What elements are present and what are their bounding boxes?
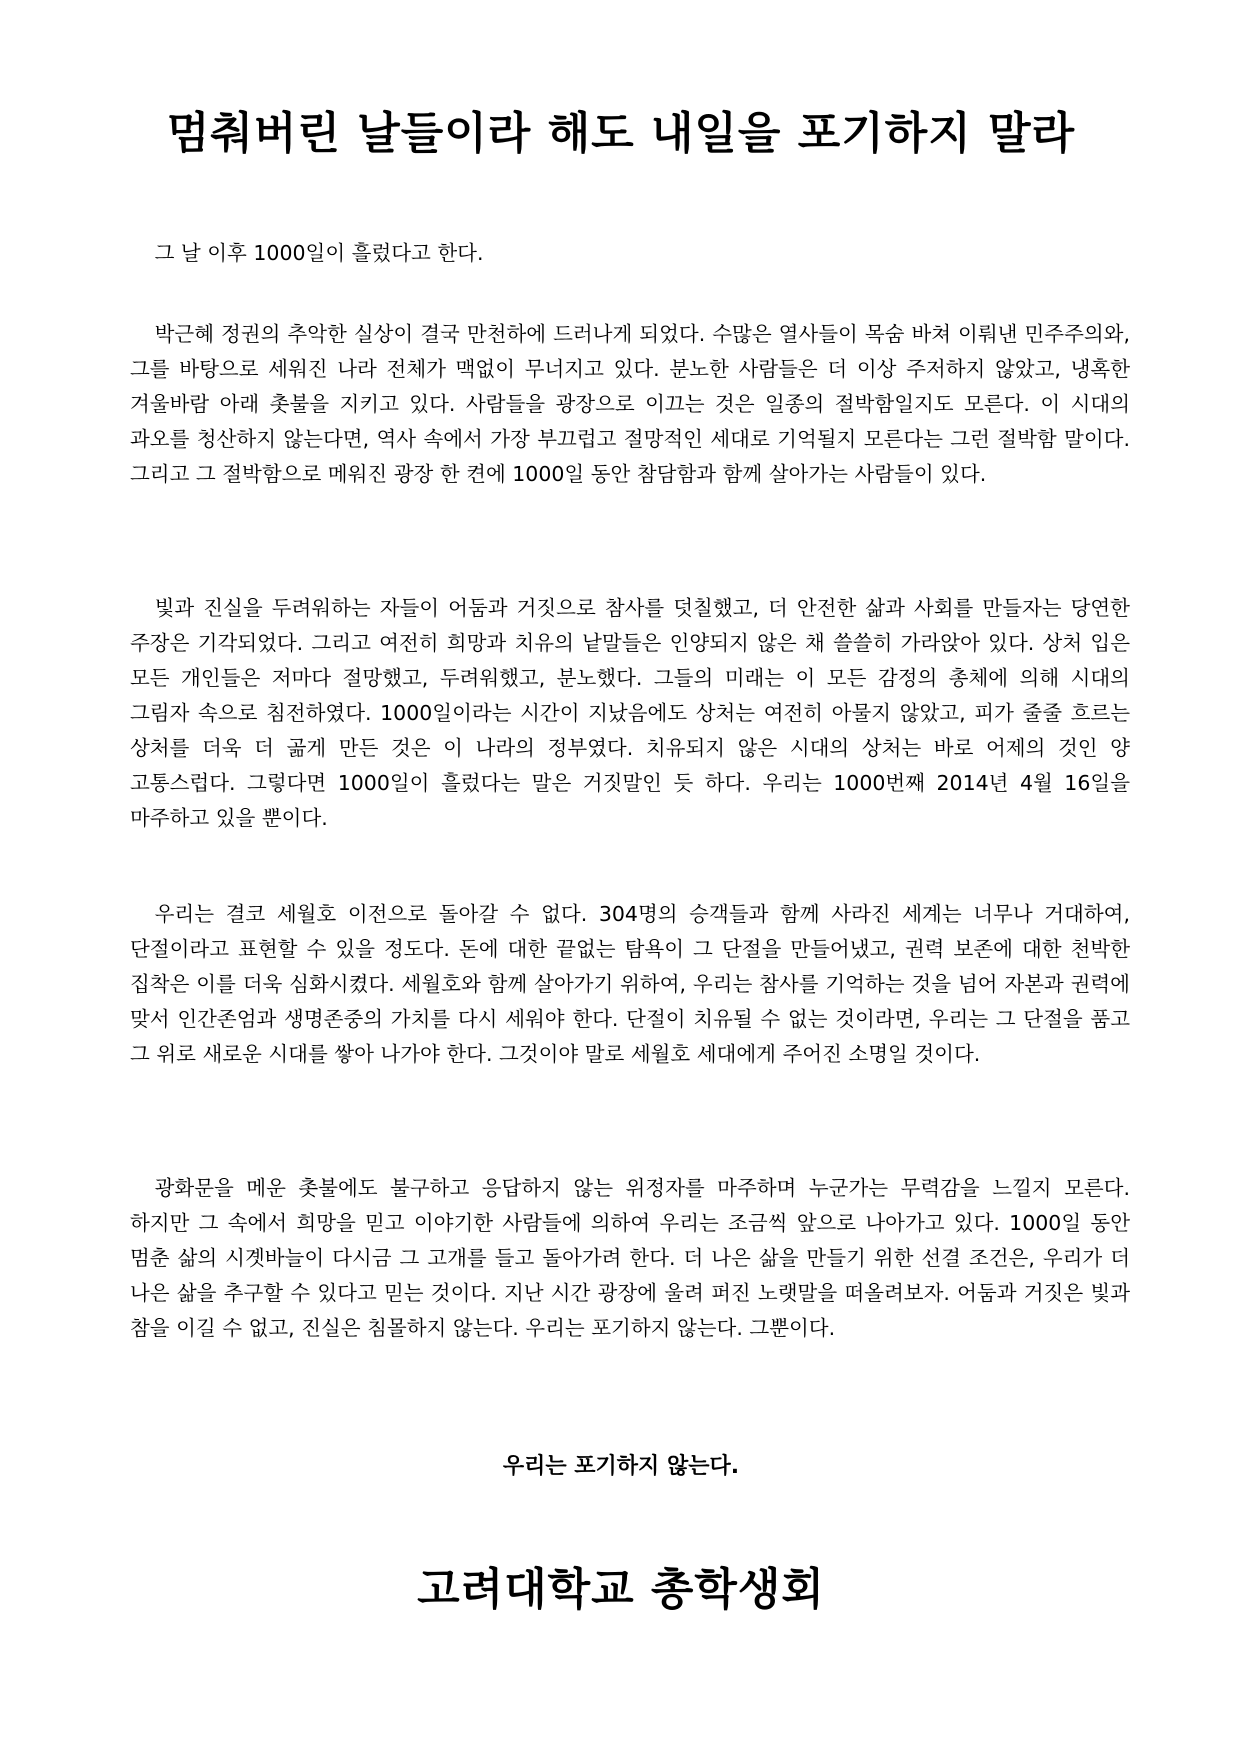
paragraph-4: 우리는 결코 세월호 이전으로 돌아갈 수 없다. 304명의 승객들과 함께 사라진 세계는 너무나 거대하여, 단절이라고 표현할 수 있을 정도다. 돈에 대한 끝없는 탐욕이 그 단절을 만들어냈고, 권력 보존에 대한 천박한 집착은 이를 더욱 심화시켰다. 세월호와 함께 살아가기 위하여, 우리는 참사를 기억하는 것을 넘어 자본과 권력에 맞서 인간존엄과 생명존중의 가치를 다시 세워야 한다. 단절이 치유될 수 없는 것이라면, 우리는 그 단절을 품고 그 위로 새로운 시대를 쌓아 나가야 한다. 그것이야 말로 세월호 세대에게 주어진 소명일 것이다.: [130, 902, 1130, 1066]
paragraph-5: 광화문을 메운 촛불에도 불구하고 응답하지 않는 위정자를 마주하며 누군가는 무력감을 느낄지 모른다. 하지만 그 속에서 희망을 믿고 이야기한 사람들에 의하여 우리는 조금씩 앞으로 나아가고 있다. 1000일 동안 멈춘 삶의 시곗바늘이 다시금 그 고개를 들고 돌아가려 한다. 더 나은 삶을 만들기 위한 선결 조건은, 우리가 더 나은 삶을 추구할 수 있다고 믿는 것이다. 지난 시간 광장에 울려 퍼진 노랫말을 떠올려보자. 어둠과 거짓은 빛과 참을 이길 수 없고, 진실은 침몰하지 않는다. 우리는 포기하지 않는다. 그뿐이다.: [130, 1176, 1130, 1340]
document-title: 멈춰버린 날들이라 해도 내일을 포기하지 말라: [166, 108, 1076, 159]
signature: 고려대학교 총학생회: [417, 1564, 825, 1615]
paragraph-2: 박근혜 정권의 추악한 실상이 결국 만천하에 드러나게 되었다. 수많은 열사들이 목숨 바쳐 이뤄낸 민주주의와, 그를 바탕으로 세워진 나라 전체가 맥없이 무너지고 있다. 분노한 사람들은 더 이상 주저하지 않았고, 냉혹한 겨울바람 아래 촛불을 지키고 있다. 사람들을 광장으로 이끄는 것은 일종의 절박함일지도 모른다. 이 시대의 과오를 청산하지 않는다면, 역사 속에서 가장 부끄럽고 절망적인 세대로 기억될지 모른다는 그런 절박함 말이다. 그리고 그 절박함으로 메워진 광장 한 켠에 1000일 동안 참담함과 함께 살아가는 사람들이 있다.: [130, 322, 1130, 486]
paragraph-3: 빛과 진실을 두려워하는 자들이 어둠과 거짓으로 참사를 덧칠했고, 더 안전한 삶과 사회를 만들자는 당연한 주장은 기각되었다. 그리고 여전히 희망과 치유의 낱말들은 인양되지 않은 채 쓸쓸히 가라앉아 있다. 상처 입은 모든 개인들은 저마다 절망했고, 두려워했고, 분노했다. 그들의 미래는 이 모든 감정의 총체에 의해 시대의 그림자 속으로 침전하였다. 1000일이라는 시간이 지났음에도 상처는 여전히 아물지 않았고, 피가 줄줄 흐르는 상처를 더욱 더 곪게 만든 것은 이 나라의 정부였다. 치유되지 않은 시대의 상처는 바로 어제의 것인 양 고통스럽다. 그렇다면 1000일이 흘렀다는 말은 거짓말인 듯 하다. 우리는 1000번째 2014년 4월 16일을 마주하고 있을 뿐이다.: [130, 596, 1130, 830]
closing-statement: 우리는 포기하지 않는다.: [502, 1454, 740, 1479]
paragraph-1: 그 날 이후 1000일이 흘렀다고 한다.: [154, 241, 484, 265]
